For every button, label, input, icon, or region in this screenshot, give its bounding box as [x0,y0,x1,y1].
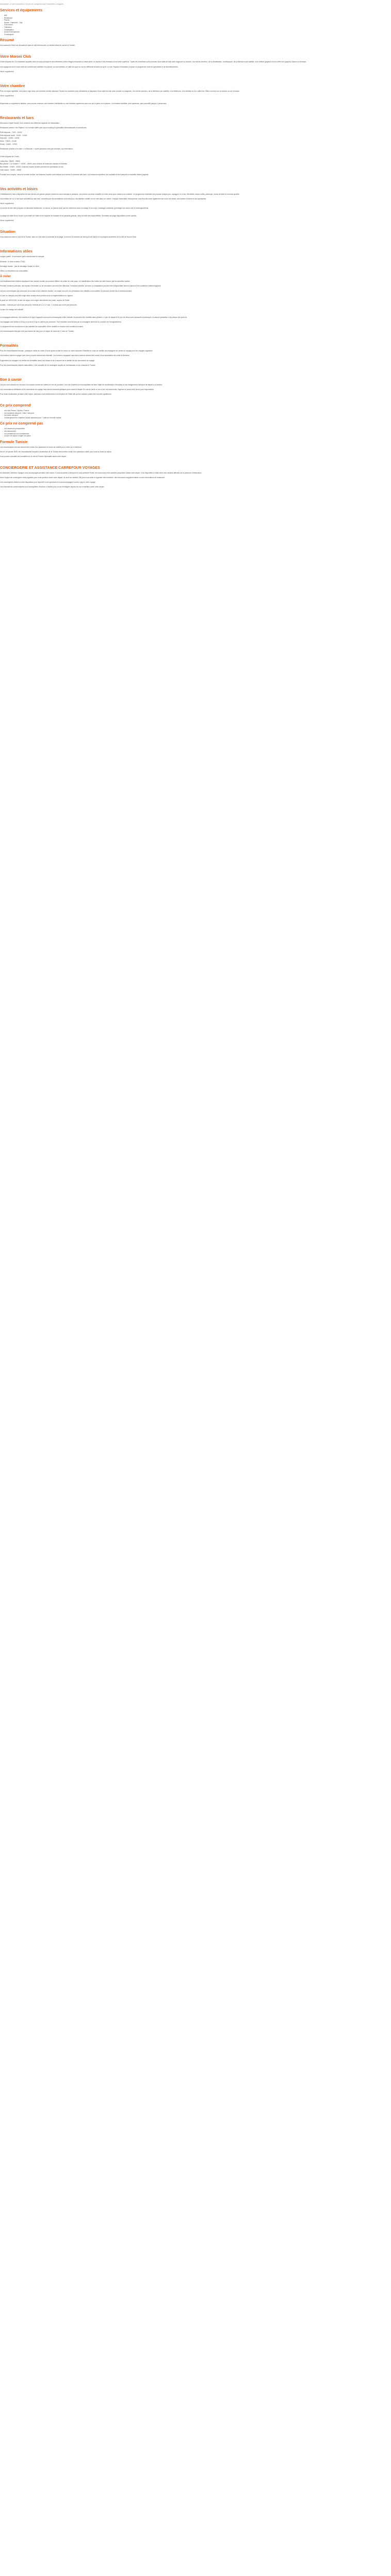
good-to-know-text: Pour toute réclamation pendant votre séjour, adressez-vous directement à la réception de l'hôtel afin qu'une solution puisse être trouvée rapidement. [0,393,112,395]
activities-title: Vos activités et loisirs [0,187,38,191]
room-text-1: Pour un séjour agréable, vous serez logé dans une chambre double standard. Toutes les chambres sont climatisées et disposent d'une salle de bain avec douche ou baignoire, d'un sèche-cheveux, de la télévision par satellite, d'un téléphone, d'un minibar et d'un coffre-fort. Elles s'ouvrent sur un balcon ou une terrasse. [0,90,240,92]
bars-note: Formule tout compris : selon la formule choisie, les boissons locales sont incluses aux heures d'ouverture des bars. Les boissons importées, les cocktails et les boissons en bouteille restent payants. [0,173,149,176]
info-note: Les établissements hôteliers appliquent des normes locales qui peuvent différer de celles de votre pays. La classification des hôtels est celle fournie par les autorités locales. [0,280,131,283]
price-excludes-title: Ce prix ne comprend pas [0,422,43,426]
list-item: – La taxe de séjour à régler sur place [2,435,31,437]
situation-title: Situation [0,230,15,234]
info-excursions: Le programme des excursions et des activités est susceptible d'être modifié en fonction des conditions locales. [0,326,84,328]
club-text-2: Les voyageurs ont le choix entre de nombreuses activités à la piscine, au club enfants, en salle de sport ou sur les différents terrains de sport. Le soir, l'équipe d'animation propose un programme varié de spectacles et de divertissements. [0,65,178,68]
restaurants-alacarte: Restaurant tunisien à la carte « Le Bédouin » ouvert plusieurs soirs par semaine, sur réservation. [0,147,73,150]
good-to-know-text: Les convocations définitives et les documents de voyage vous seront transmis quelques jours avant le départ. En cas de perte ou de vol de vos documents, l'agence ne pourra être tenue pour responsable. [0,388,154,391]
service-item: – Accueil francophone [2,31,20,33]
good-to-know-text: Les prix sont calculés sur la base d'un certain nombre de nuitées et non de journées. Les vols charters sont susceptibles de faire l'objet de modifications d'horaires ou de changement d'aéroport de départ ou d'arrivée. [0,383,162,386]
formule-text: Les ressortissants français doivent être munis d'un passeport en cours de validité pour entrer sur le territoire. [0,446,82,448]
formule-title: Formule Tunisie [0,440,28,444]
bullet-icon: – [2,19,3,22]
service-item: – Télévision [2,26,12,28]
price-includes-list [0,410,391,419]
info-line: Monnaie : le dinar tunisien (TND). [0,260,26,263]
price-excludes-list [0,428,391,437]
bullet-icon: – [2,412,3,414]
bullet-icon: – [2,26,3,28]
restaurants-title: Restaurants et bars [0,116,34,120]
bullet-icon: – [2,24,3,26]
services-title: Services et équipements [0,9,43,12]
list-item: – Les transferts aéroport / hôtel / aéroport [2,412,34,414]
bullet-icon: – [2,430,3,432]
formalities-text: Il appartient au voyageur de vérifier les formalités avant son départ et de s'assurer de la validité de ses documents de voyage. [0,359,95,362]
formalities-text: Pour les ressortissants d'autres nationalités, il est conseillé de se renseigner auprès de l'ambassade ou du consulat de Tunisie. [0,364,96,366]
info-note: À partir du 15/11/2024, la taxe de séjour est à régler directement sur place, auprès de l'hôtel. [0,299,70,301]
bullet-icon: – [2,28,3,31]
price-includes-title: Ce prix comprend [0,404,31,408]
formule-text: Des le 1er janvier 2025, les ressortissants français à destination de la Tunisie devront être munis d'un passeport valide pour toute la durée du séjour. [0,450,112,453]
room-note: *Avec supplément [0,94,14,97]
resume-title: Résumé [0,39,14,43]
service-item: – Piscine [2,19,10,22]
club-title: Votre Moroni Club [0,55,31,59]
list-item: – Les prestations non mentionnées [2,432,29,435]
formalities-title: Formalités [0,344,19,348]
info-line: Décalage horaire : pas de décalage horaire en hiver. [0,265,40,267]
bullet-icon: – [2,414,3,417]
service-item: – Climatisation [2,28,14,31]
meal-hours: Dîner : 19h00 - 21h30 [0,140,17,142]
bullet-icon: – [2,410,3,412]
info-note: Adultes : 3 dinars par nuit et par personne. Enfants de 12 à 17 ans : 1,5 dinar par nuit et par personne. [0,303,77,306]
list-item: – L'hébergement en chambre double standard pour 7 nuits en formule choisie [2,416,61,419]
concierge-text: Les conciergeries restent à votre disposition pour répondre à vos questions et vous accompagner tout au long de votre voyage. [0,481,96,484]
info-line: Langue parlée : le personnel parle couramment le français. [0,256,45,258]
concierge-title: CONCIERGERIE ET ASSISTANCE CARREFOUR VOYAGES [0,466,100,470]
formalities-text: Pour les ressortissants français : passeport valide au moins 6 mois après la date de retour ou carte nationale d'identité en cours de validité accompagnée du carnet de voyage pour les voyages organisés. [0,350,153,352]
list-item: – Les taxes aéroport [2,414,19,417]
bullet-icon: – [2,14,3,16]
concierge-text: Les informations communiquées sont susceptibles d'évoluer, n'hésitez pas à vous renseigner auprès de nos conseillers avant votre départ. [0,486,105,488]
restaurants-intro: Découvrez l'esprit Moroni Club à travers ses différents espaces de restauration: [0,122,60,124]
info-line: Offres ou réductions non cumulables. [0,269,28,272]
bar-hours: Bar théâtre : 20h00 - 00h00, boissons locales servies pendant les spectacles du soir [0,166,63,168]
service-item: – Sauna - Hammam - Spa [2,21,23,24]
good-to-know-title: Bon à savoir [0,378,22,382]
info-title: Informations utiles [0,250,32,254]
bullet-icon: – [2,432,3,435]
club-note: *Avec supplément [0,70,14,73]
formalities-text: Les mineurs doivent voyager avec leurs propres documents d'identité. Les mineurs voyageant sans leurs parents doivent être munis d'une autorisation de sortie du territoire. [0,354,130,357]
bar-hours: Lobby Bar : 09h00 - 00h00 [0,160,21,162]
bar-hours: Bar piscine « Le Sunset » : 10h00 - 18h00, avec service de boissons chaudes et fraîches [0,163,67,165]
service-item: – Club enfant [2,24,13,26]
meal-hours: Petit déjeuner : 7h00 - 10h00 [0,131,22,134]
bullet-icon: – [2,428,3,430]
room-text-2: Moyennant un supplément tarifaire, vous pouvez réserver une chambre individuelle ou une chambre supérieure avec vue sur le jardin ou la piscine. La chambre familiale, plus spacieuse, peut accueillir jusqu'à 4 personnes. [0,102,167,105]
bullet-icon: – [2,435,3,437]
resume-text: Vos vacances d'hiver se dérouleront dans le club Moroni avec un climat estival du sud de la Tunisie. [0,44,75,47]
list-item: – Les assurances [2,430,16,432]
info-visa: Les ressortissants français n'ont pas besoin de visa pour un séjour de moins de 3 mois en Tunisie. [0,330,74,333]
club-text-1: L'hôtel dispose de 210 chambres réparties dans le corps principal et des bâtiments à deux étages entourant un vaste jardin, la piscine et les terrasses d'une belle superficie. Toutes les chambres sont pourvues d'une salle de bain avec baignoire ou douche, d'un sèche-cheveux, de la climatisation, du téléphone, de la télévision par satellite, d'un minibar (payant) et d'un coffre-fort (payant). Balcon ou terrasse. [0,61,306,63]
meal-hours: Déjeuner : 12h30 - 14h30 [0,137,20,140]
activities-text-2: Les enfants de 4 à 12 ans sont accueillis au mini-club, encadrés par des animateurs, avec des jeux, des ateliers créatifs et une mini-disco en soirée. L'équipe d'animation francophone vous fera découvrir également des cours de danse, des soirées à thème et des spectacles. [0,197,207,200]
activities-note-2: *Avec supplément [0,219,14,222]
list-item: – Les vols France / Djerba / France [2,410,29,412]
info-note: Le port du masque peut être exigé dans certains lieux publics selon la réglementation en vigueur. [0,294,73,297]
bullet-icon: – [2,16,3,19]
activities-note: *Avec supplément [0,202,14,205]
meal-hours: Snack : 14h00 - 17h00 [0,143,18,145]
activities-text-1: L'établissement met à disposition de ses clients une grande piscine extérieure avec transats et parasols, une piscine couverte chauffée en hiver ainsi qu'un bassin pour enfants. Un programme d'activités est proposé chaque jour: aquagym, tir à l'arc, fléchettes, beach-volley, pétanque, tennis de table et tournois sportifs. [0,193,240,195]
activities-beach: La plage de sable fin se trouve à proximité de l'hôtel et est équipée de transats et de parasols gratuits, dans la limite des disponibilités. Serviettes de plage disponibles contre caution. [0,215,137,217]
activities-spa: Le centre de bien-être propose un hammam traditionnel, un sauna, un jacuzzi ainsi que de nombreux soins du visage et du corps, massages relaxants, gommages au savon noir et enveloppements. [0,207,149,210]
service-item: – Conciergerie [2,33,14,36]
bullet-icon: – [2,31,3,33]
restaurants-buffet: Restaurant central « les Palmes » en formule buffet avec show cooking et spécialités internationales et tunisiennes. [0,127,87,129]
info-note: Les prix sont indiqués par personne sur la base d'une chambre double. Les repas non pris, les prestations non utilisées ou écourtées ne peuvent donner lieu à remboursement. [0,290,133,292]
formule-text: Vous pouvez consulter les formalités sur le site de France Diplomatie avant votre départ. [0,455,67,457]
list-item: – Les dépenses personnelles [2,428,25,430]
concierge-text: Notre équipe de conciergerie reste joignable pour toute question avant votre départ, du lundi au samedi. Elle peut vous aider à organiser des transferts, des excursions supplémentaires ou des réservations de restaurant. [0,477,165,479]
bullet-icon: – [2,21,3,24]
service-item: – Wifi [2,14,7,16]
bar-hours: Café maure : 10h00 - 18h00 [0,168,22,171]
bars-intro: L'hôtel dispose de 3 bars : [0,155,20,158]
bullet-icon: – [2,416,3,419]
services-list [0,14,391,36]
situation-text: Vous séjournez dans le sud de la Tunisie, dans un club situé à proximité de la plage, à environ 15 minutes de l'aéroport de Djerba et à quelques kilomètres de la ville de Houmt Souk. [0,236,137,239]
service-item: – Restaurant [2,16,12,19]
info-note: Pendant certaines périodes, des travaux d'entretien ou de rénovation peuvent être effectués. Certaines activités, services ou installations peuvent être indisponibles selon la saison et les conditions météorologiques. [0,285,161,287]
concierge-text: Un Assistant Carrefour Voyages vous accompagne pendant votre séjour. Il vous accueille à l'aéroport et vous présente l'hôtel, les excursions et les activités proposées durant votre séjour. Il est disponible à l'hôtel selon des horaires affichés sur le panneau d'information. [0,472,202,474]
room-title: Votre chambre [0,84,25,88]
info-note-title: À noter [0,275,11,279]
info-flights: La compagnie aérienne, les horaires et le type d'appareil vous sont communiqués à titre indicatif. Ils peuvent être modifiés sans préavis. Le jour de départ et le jour de retour sont consacrés au transport, et aucune prestation n'est prévue ces jours-là. [0,316,187,318]
bullet-icon: – [2,33,3,36]
breadcrumb[interactable]: Description Ce prix comprend / Ce prix ne comprend pas Formalités Consignes [0,3,63,5]
meal-hours: Petit déjeuner tardif : 10h00 - 11h00 [0,134,27,137]
info-luggage: Les bagages sont limités à 20 kg en soute et 5 kg en cabine par personne. Tout excédent sera facturé par la compagnie aérienne au moment de l'enregistrement. [0,321,122,324]
info-note: Le taux de change est indicatif. [0,308,24,311]
